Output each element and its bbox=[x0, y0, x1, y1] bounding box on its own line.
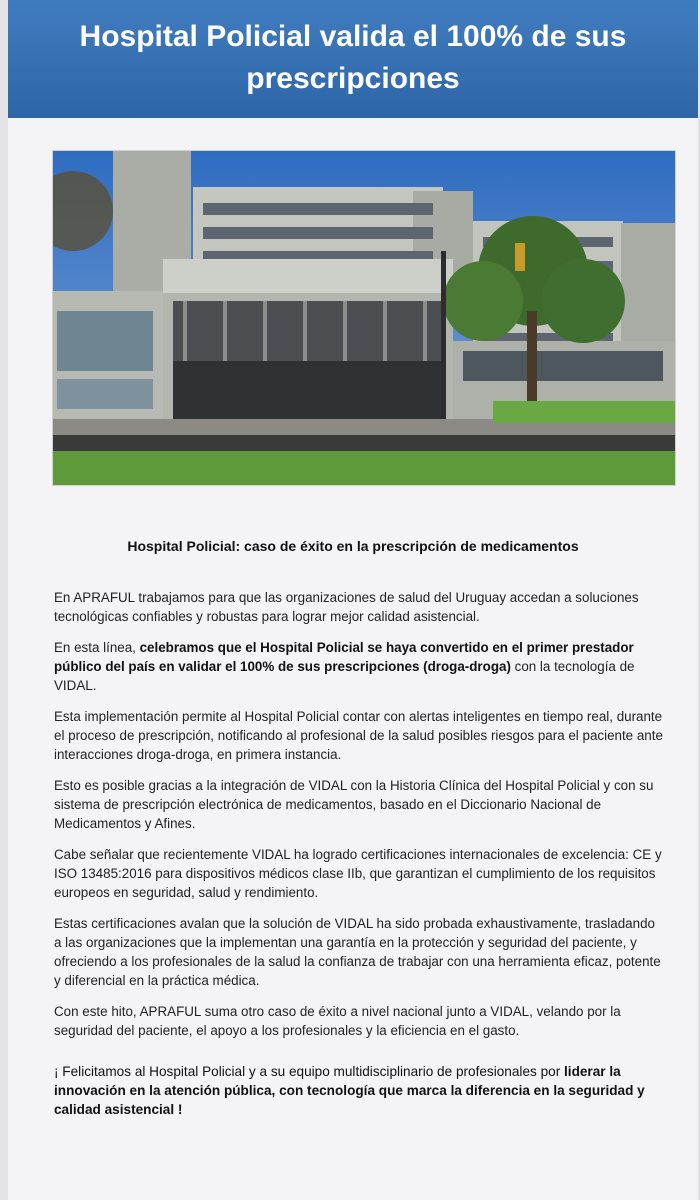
article-body bbox=[54, 588, 664, 1131]
paragraph-implementation: Esta implementación permite al Hospital Policial contar con alertas inteligentes en tiempo real, durante el proceso de prescripción, notificando al profesional de la salud posibles riesgos para el paciente ante interacciones droga-droga, en primera instancia. bbox=[54, 709, 663, 762]
document-page bbox=[8, 0, 698, 1200]
page-title: Hospital Policial valida el 100% de sus prescripciones bbox=[79, 20, 627, 95]
congratulations-highlight: liderar la innovación en la atención pública, con tecnología que marca la diferencia en la seguridad y calidad asistencial ! bbox=[54, 1064, 645, 1117]
article-subtitle: Hospital Policial: caso de éxito en la prescripción de medicamentos bbox=[127, 538, 579, 554]
paragraph-celebration bbox=[54, 638, 664, 695]
header-banner bbox=[8, 0, 698, 118]
paragraph-celebration-lead: En esta línea, bbox=[54, 640, 140, 655]
hospital-building-photo-icon bbox=[53, 151, 675, 485]
paragraph-integration: Esto es posible gracias a la integración de VIDAL con la Historia Clínica del Hospital Policial y con su sistema de prescripción electrónica de medicamentos, basado en el Diccionario Nacional de Medicamentos y Afines. bbox=[54, 778, 654, 831]
paragraph-celebration-tail: con la tecnología de VIDAL. bbox=[54, 659, 635, 693]
hospital-photo bbox=[52, 150, 676, 486]
paragraph-milestone: Con este hito, APRAFUL suma otro caso de éxito a nivel nacional junto a VIDAL, velando por la seguridad del paciente, el apoyo a los profesionales y la eficiencia en el gasto. bbox=[54, 1004, 621, 1038]
paragraph-celebration-highlight: celebramos que el Hospital Policial se haya convertido en el primer prestador público del país en validar el 100% de sus prescripciones (droga-droga) bbox=[54, 640, 634, 674]
paragraph-congratulations bbox=[54, 1062, 664, 1119]
paragraph-intro: En APRAFUL trabajamos para que las organizaciones de salud del Uruguay accedan a soluciones tecnológicas confiables y robustas para lograr mejor calidad asistencial. bbox=[54, 590, 639, 624]
congratulations-lead: ¡ Felicitamos al Hospital Policial y a su equipo multidisciplinario de profesionales por bbox=[54, 1064, 565, 1079]
paragraph-certifications: Cabe señalar que recientemente VIDAL ha logrado certificaciones internacionales de excelencia: CE y ISO 13485:2016 para dispositivos médicos clase IIb, que garantizan el cumplimiento de los requisitos europeos en seguridad, salud y rendimiento. bbox=[54, 847, 662, 900]
paragraph-guarantee: Estas certificaciones avalan que la solución de VIDAL ha sido probada exhaustivamente, trasladando a las organizaciones que la implementan una garantía en la protección y seguridad del paciente, y ofreciendo a los profesionales de la salud la confianza de trabajar con una herramienta eficaz, potente y diferencial en la práctica médica. bbox=[54, 916, 661, 988]
